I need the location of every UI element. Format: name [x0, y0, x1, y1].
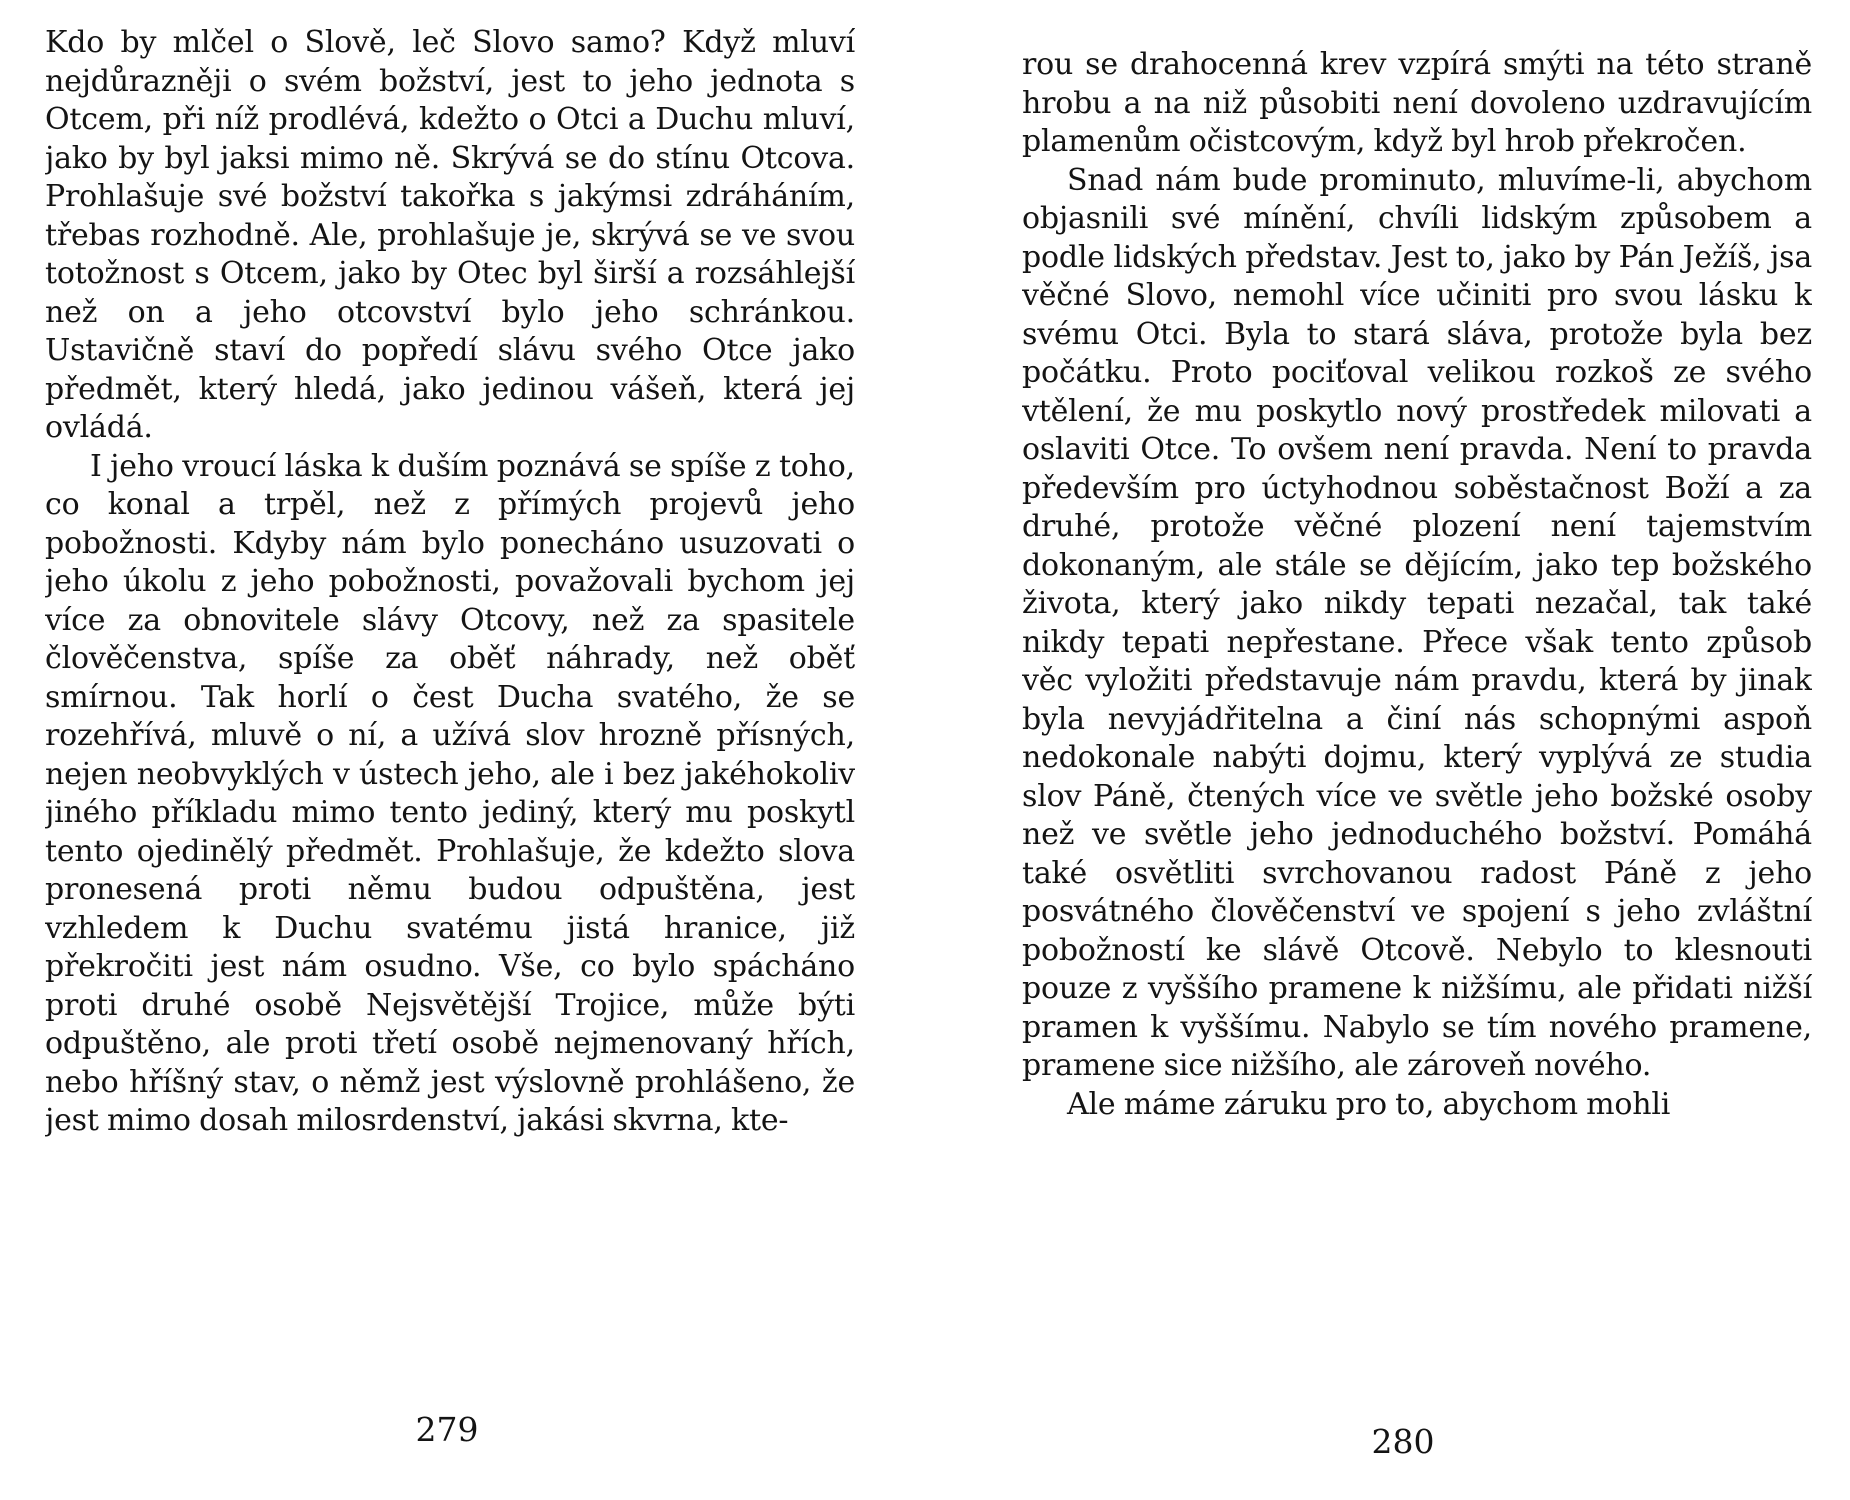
- right-page-text: [1022, 46, 1812, 1296]
- paragraph: Kdo by mlčel o Slově, leč Slovo samo? Když mluví nejdůrazněji o svém božství, jest to jeho jednota s Otcem, při níž prodlévá, kdežto o Otci a Duchu mluví, jako by byl jaksi mimo ně. Skrývá se do stínu Otcova. Prohlašuje své božství takořka s jakýmsi zdráháním, třebas rozhodně. Ale, prohlašuje je, skrývá se ve svou totožnost s Otcem, jako by Otec byl širší a rozsáhlejší než on a jeho otcovství bylo jeho schránkou. Ustavičně staví do popředí slávu svého Otce jako předmět, který hledá, jako jedinou vášeň, která jej ovládá.: [45, 25, 855, 445]
- page-number: 279: [415, 1410, 479, 1449]
- left-page-text: [45, 24, 855, 1374]
- page-number: 280: [1371, 1422, 1435, 1461]
- paragraph: I jeho vroucí láska k duším poznává se spíše z toho, co konal a trpěl, než z přímých projevů jeho pobožnosti. Kdyby nám bylo ponecháno usuzovati o jeho úkolu z jeho pobožnosti, považovali bychom jej více za obnovitele slávy Otcovy, než za spasitele člověčenstva, spíše za oběť náhrady, než oběť smírnou. Tak horlí o čest Ducha svatého, že se rozehřívá, mluvě o ní, a užívá slov hrozně přísných, nejen neobvyklých v ústech jeho, ale i bez jakéhokoliv jiného příkladu mimo tento jediný, který mu poskytl tento ojedinělý předmět. Prohlašuje, že kdežto slova pronesená proti němu budou odpuštěna, jest vzhledem k Duchu svatému jistá hranice, již překročiti jest nám osudno. Vše, co bylo spácháno proti druhé osobě Nejsvětější Trojice, může býti odpuštěno, ale proti třetí osobě nejmenovaný hřích, nebo hříšný stav, o němž jest výslovně prohlášeno, že jest mimo dosah milosrdenství, jakási skvrna, kte-: [45, 448, 855, 1138]
- paragraph: Ale máme záruku pro to, abychom mohli: [1067, 1086, 1671, 1122]
- paragraph: rou se drahocenná krev vzpírá smýti na této straně hrobu a na niž působiti není dovoleno uzdravujícím plamenům očistcovým, když byl hrob překročen.: [1022, 47, 1812, 159]
- right-page: [925, 0, 1850, 1500]
- paragraph: Snad nám bude prominuto, mluvíme-li, abychom objasnili své mínění, chvíli lidským způsobem a podle lidských představ. Jest to, jako by Pán Ježíš, jsa věčné Slovo, nemohl více učiniti pro svou lásku k svému Otci. Byla to stará sláva, protože byla bez počátku. Proto pociťoval velikou rozkoš ze svého vtělení, že mu poskytlo nový prostředek milovati a oslaviti Otce. To ovšem není pravda. Není to pravda především pro úctyhodnou soběstačnost Boží a za druhé, protože věčné plození není tajemstvím dokonaným, ale stále se dějícím, jako tep božského života, který jako nikdy tepati nezačal, tak také nikdy tepati nepřestane. Přece však tento způsob věc vyložiti představuje nám pravdu, která by jinak byla nevyjádřitelna a činí nás schopnými aspoň nedokonale nabýti dojmu, který vyplývá ze studia slov Páně, čtených více ve světle jeho božské osoby než ve světle jeho jednoduchého božství. Pomáhá také osvětliti svrchovanou radost Páně z jeho posvátného člověčenství ve spojení s jeho zvláštní pobožností ke slávě Otcově. Nebylo to klesnouti pouze z vyššího pramene k nižšímu, ale přidati nižší pramen k vyššímu. Nabylo se tím nového pramene, pramene sice nižšího, ale zároveň nového.: [1022, 162, 1812, 1083]
